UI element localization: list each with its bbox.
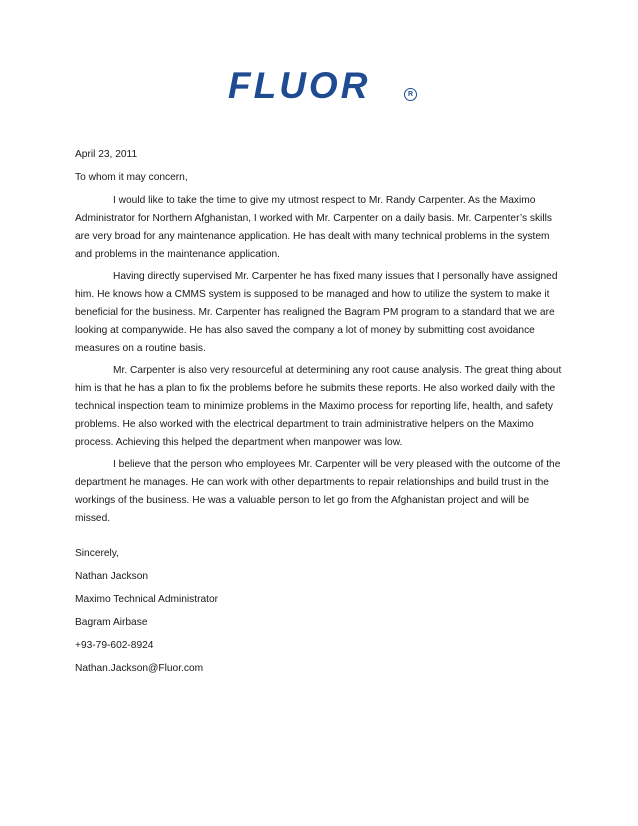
signer-name: Nathan Jackson — [75, 571, 149, 582]
letter-date: April 23, 2011 — [75, 149, 138, 160]
signer-email: Nathan.Jackson@Fluor.com — [75, 663, 204, 674]
letter-body — [75, 146, 565, 532]
fluor-logo — [228, 66, 418, 106]
letter-salutation: To whom it may concern, — [75, 172, 188, 183]
paragraph-1: I would like to take the time to give my utmost respect to Mr. Randy Carpenter. As the Maximo Administrator for Northern Afghanistan, I worked with Mr. Carpenter on a daily basis. Mr. Carpenter’s skills are very broad for any maintenance application. He has dealt with many technical problems in the system and problems in the maintenance application. — [75, 195, 552, 260]
signer-title: Maximo Technical Administrator — [75, 594, 219, 605]
paragraph-4: I believe that the person who employees Mr. Carpenter will be very pleased with the outcome of the department he manages. He can work with other departments to repair relationships and build trust in the workings of the business. He was a valuable person to let go from the Afghanistan project and will be missed. — [75, 459, 561, 524]
registered-mark-icon: R — [404, 88, 417, 101]
signature-block — [75, 545, 218, 683]
paragraph-2: Having directly supervised Mr. Carpenter he has fixed many issues that I personally have assigned him. He knows how a CMMS system is supposed to be managed and how to utilize the system to make it beneficial for the business. Mr. Carpenter has realigned the Bagram PM program to a standard that we are looking at companywide. He has also saved the company a lot of money by submitting cost avoidance measures on a routine basis. — [75, 271, 558, 354]
logo-wordmark: FLUOR — [228, 65, 371, 106]
signer-location: Bagram Airbase — [75, 617, 148, 628]
signer-phone: +93-79-602-8924 — [75, 640, 154, 651]
paragraph-3: Mr. Carpenter is also very resourceful at determining any root cause analysis. The great thing about him is that he has a plan to fix the problems before he submits these reports. He also worked daily with the technical inspection team to minimize problems in the Maximo process for reporting life, health, and safety problems. He also worked with the electrical department to train administrative helpers on the Maximo process. Achieving this helped the department when manpower was low. — [75, 365, 562, 448]
closing-line: Sincerely, — [75, 548, 119, 559]
